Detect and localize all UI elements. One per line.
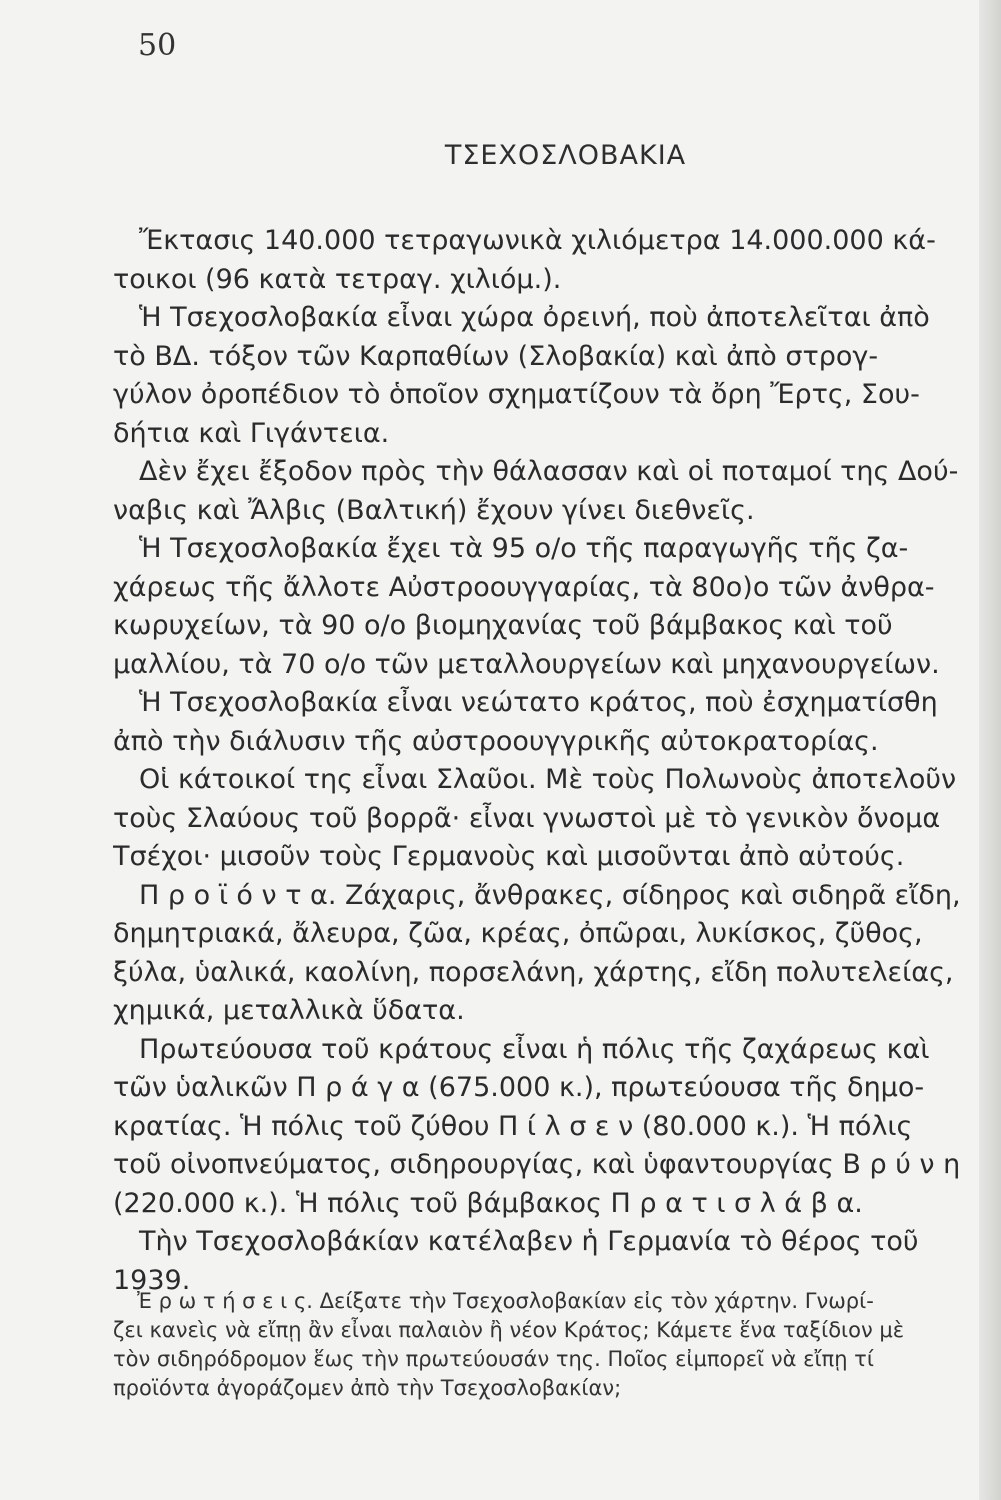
text-line: 1939.	[113, 1264, 191, 1296]
question-line: τὸν σιδηρόδρομον ἕως τὴν πρωτεύουσάν της. Ποῖος εἰμπορεῖ νὰ εἴπῃ τί	[113, 1347, 874, 1371]
text-line: δήτια καὶ Γιγάντεια.	[113, 417, 390, 449]
text-line: Π ρ ο ϊ ό ν τ α. Ζάχαρις, ἄνθρακες, σίδηρος καὶ σιδηρᾶ εἴδη,	[139, 879, 961, 911]
text-line: χάρεως τῆς ἄλλοτε Αὐστροουγγαρίας, τὰ 80ο)ο τῶν ἀνθρα-	[113, 571, 935, 603]
text-line: μαλλίου, τὰ 70 ο/ο τῶν μεταλλουργείων καὶ μηχανουργείων.	[113, 648, 940, 680]
text-line: ναβις καὶ Ἄλβις (Βαλτική) ἔχουν γίνει διεθνεῖς.	[113, 494, 755, 526]
text-line: κωρυχείων, τὰ 90 ο/ο βιομηχανίας τοῦ βάμβακος καὶ τοῦ	[113, 610, 893, 641]
question-line: ζει κανεὶς νὰ εἴπῃ ἂν εἶναι παλαιὸν ἢ νέον Κράτος; Κάμετε ἕνα ταξίδιον μὲ	[113, 1318, 905, 1342]
text-line: Ἔκτασις 140.000 τετραγωνικὰ χιλιόμετρα 14.000.000 κά-	[139, 225, 936, 256]
text-line: κρατίας. Ἡ πόλις τοῦ ζύθου Π ί λ σ ε ν (80.000 κ.). Ἡ πόλις	[113, 1110, 913, 1142]
question-line: προϊόντα ἀγοράζομεν ἀπὸ τὴν Τσεχοσλοβακίαν;	[113, 1376, 622, 1400]
text-line: ξύλα, ὑαλικά, καολίνη, πορσελάνη, χάρτης, εἴδη πολυτελείας,	[113, 956, 954, 988]
text-line: Ἡ Τσεχοσλοβακία εἶναι χώρα ὀρεινή, ποὺ ἀποτελεῖται ἀπὸ	[139, 302, 930, 333]
text-line: Δὲν ἔχει ἔξοδον πρὸς τὴν θάλασσαν καὶ οἱ ποταμοί της Δού-	[139, 456, 959, 487]
questions-block	[113, 1287, 993, 1403]
chapter-title: ΤΣΕΧΟΣΛΟΒΑΚΙΑ	[444, 140, 687, 171]
text-line: Πρωτεύουσα τοῦ κράτους εἶναι ἡ πόλις τῆς ζαχάρεως καὶ	[139, 1033, 930, 1065]
text-line: Οἱ κάτοικοί της εἶναι Σλαῦοι. Μὲ τοὺς Πολωνοὺς ἀποτελοῦν	[139, 764, 957, 795]
text-line: γύλον ὀροπέδιον τὸ ὁποῖον σχηματίζουν τὰ ὄρη Ἔρτς, Σου-	[113, 379, 920, 410]
text-line: (220.000 κ.). Ἡ πόλις τοῦ βάμβακος Π ρ α τ ι σ λ ά β α.	[113, 1187, 863, 1219]
text-line: τὸ ΒΔ. τόξον τῶν Καρπαθίων (Σλοβακία) καὶ ἀπὸ στρογ-	[113, 340, 879, 372]
page-number: 50	[138, 28, 177, 63]
text-line: Τσέχοι· μισοῦν τοὺς Γερμανοὺς καὶ μισοῦνται ἀπὸ αὐτούς.	[113, 841, 905, 872]
text-line: Ἡ Τσεχοσλοβακία ἔχει τὰ 95 ο/ο τῆς παραγωγῆς τῆς ζα-	[139, 533, 909, 564]
text-line: χημικά, μεταλλικὰ ὕδατα.	[113, 995, 465, 1026]
text-line: τοὺς Σλαύους τοῦ βορρᾶ· εἶναι γνωστοὶ μὲ τὸ γενικὸν ὄνομα	[113, 802, 941, 834]
text-line: ἀπὸ τὴν διάλυσιν τῆς αὐστροουγγρικῆς αὐτοκρατορίας.	[113, 725, 879, 757]
text-line: Ἡ Τσεχοσλοβακία εἶναι νεώτατο κράτος, ποὺ ἐσχηματίσθη	[139, 687, 938, 718]
text-line: τῶν ὑαλικῶν Π ρ ά γ α (675.000 κ.), πρωτεύουσα τῆς δημο-	[113, 1072, 925, 1103]
page-edge	[979, 0, 1001, 1500]
text-line: δημητριακά, ἄλευρα, ζῶα, κρέας, ὀπῶραι, λυκίσκος, ζῦθος,	[113, 918, 923, 949]
question-line: Ἐ ρ ω τ ή σ ε ι ς. Δείξατε τὴν Τσεχοσλοβακίαν εἰς τὸν χάρτην. Γνωρί-	[137, 1289, 874, 1313]
text-line: Τὴν Τσεχοσλοβάκίαν κατέλαβεν ἡ Γερμανία τὸ θέρος τοῦ	[139, 1226, 919, 1257]
text-line: τοῦ οἰνοπνεύματος, σιδηρουργίας, καὶ ὑφαντουργίας Β ρ ύ ν η	[113, 1149, 961, 1180]
body-text	[113, 222, 993, 1300]
text-line: τοικοι (96 κατὰ τετραγ. χιλιόμ.).	[113, 263, 562, 295]
